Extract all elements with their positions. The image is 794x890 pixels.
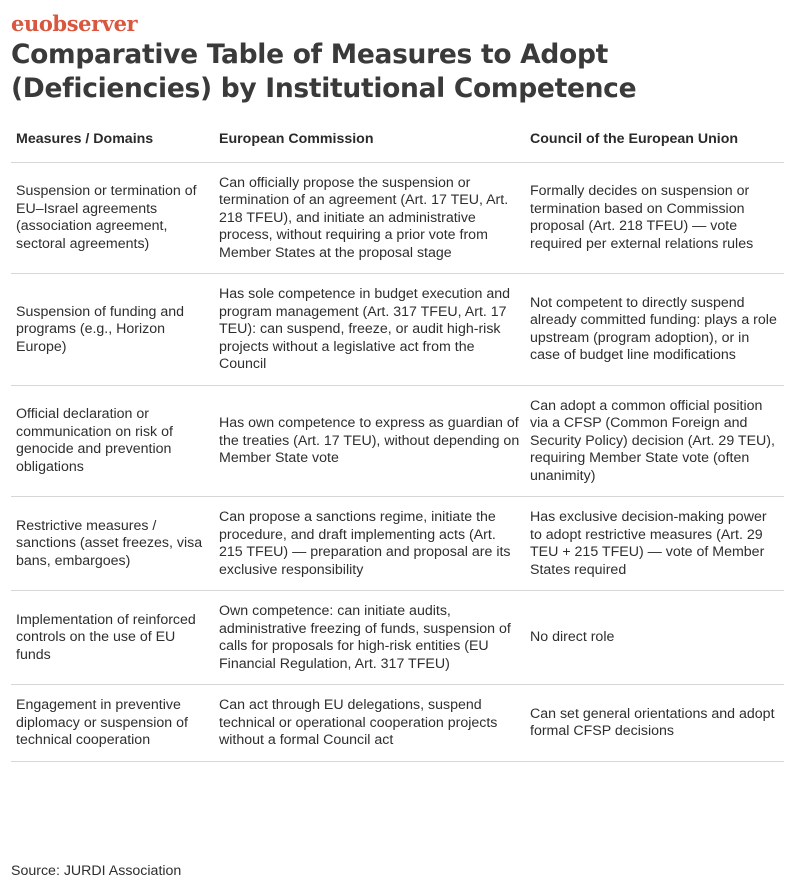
council-cell: Has exclusive decision-making power to adopt restrictive measures (Art. 29 TEU + 215 TFEU) — vote of Member States required <box>523 497 784 591</box>
council-cell: Formally decides on suspension or termination based on Commission proposal (Art. 218 TFEU) — vote required per external relations rules <box>523 162 784 274</box>
measure-cell: Implementation of reinforced controls on the use of EU funds <box>11 591 213 685</box>
commission-cell: Has sole competence in budget execution and program management (Art. 317 TFEU, Art. 17 TEU): can suspend, freeze, or audit high-risk projects without a legislative act from the Council <box>213 274 523 386</box>
commission-cell: Can act through EU delegations, suspend technical or operational cooperation projects without a formal Council act <box>213 685 523 762</box>
measure-cell: Suspension of funding and programs (e.g., Horizon Europe) <box>11 274 213 386</box>
table-row <box>11 385 784 497</box>
page-title: Comparative Table of Measures to Adopt (Deficiencies) by Institutional Competence <box>11 39 637 104</box>
source-note: Source: JURDI Association <box>11 863 182 879</box>
header-measures-domains: Measures / Domains <box>11 122 213 162</box>
header-european-commission: European Commission <box>213 122 523 162</box>
table-row <box>11 591 784 685</box>
table-row <box>11 274 784 386</box>
measure-cell: Suspension or termination of EU–Israel agreements (association agreement, sectoral agreements) <box>11 162 213 274</box>
commission-cell: Own competence: can initiate audits, administrative freezing of funds, suspension of calls for proposals for high-risk entities (EU Financial Regulation, Art. 317 TFEU) <box>213 591 523 685</box>
table-row <box>11 162 784 274</box>
council-cell: Can adopt a common official position via a CFSP (Common Foreign and Security Policy) decision (Art. 29 TEU), requiring Member State vote (often unanimity) <box>523 385 784 497</box>
commission-cell: Can officially propose the suspension or termination of an agreement (Art. 17 TEU, Art. 218 TFEU), and initiate an administrative process, without requiring a prior vote from Member States at the proposal stage <box>213 162 523 274</box>
council-cell: No direct role <box>523 591 784 685</box>
table-row <box>11 497 784 591</box>
header-row <box>11 122 784 162</box>
commission-cell: Has own competence to express as guardian of the treaties (Art. 17 TEU), without depending on Member State vote <box>213 385 523 497</box>
measure-cell: Official declaration or communication on risk of genocide and prevention obligations <box>11 385 213 497</box>
council-cell: Not competent to directly suspend already committed funding: plays a role upstream (program adoption), or in case of budget line modifications <box>523 274 784 386</box>
measure-cell: Engagement in preventive diplomacy or suspension of technical cooperation <box>11 685 213 762</box>
table-body <box>11 162 784 761</box>
table-row <box>11 685 784 762</box>
header-council: Council of the European Union <box>523 122 784 162</box>
commission-cell: Can propose a sanctions regime, initiate the procedure, and draft implementing acts (Art. 215 TFEU) — preparation and proposal are its exclusive responsibility <box>213 497 523 591</box>
table-header <box>11 122 784 162</box>
measure-cell: Restrictive measures / sanctions (asset freezes, visa bans, embargoes) <box>11 497 213 591</box>
comparison-table-container <box>11 122 784 762</box>
comparison-table <box>11 122 784 762</box>
euobserver-logo[interactable]: euobserver <box>11 11 138 36</box>
council-cell: Can set general orientations and adopt formal CFSP decisions <box>523 685 784 762</box>
